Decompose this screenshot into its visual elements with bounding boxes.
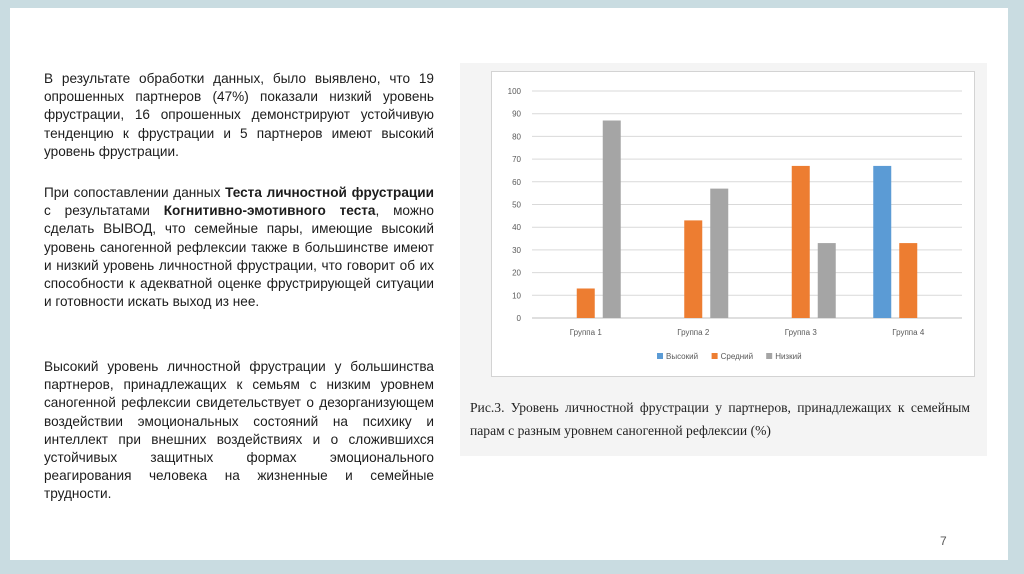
x-tick-label: Группа 2 <box>677 328 710 337</box>
conclusion-text-2: с результатами <box>44 203 164 219</box>
y-tick-label: 40 <box>512 223 521 233</box>
legend-swatch <box>657 353 663 359</box>
x-tick-label: Группа 3 <box>784 328 817 337</box>
legend-label: Высокий <box>666 352 699 361</box>
figure-caption: Рис.3. Уровень личностной фрустрации у партнеров, принадлежащих к семейным парам с разным уровнем саногенной рефлексии (%) <box>470 400 970 438</box>
paragraph-interpretation: Высокий уровень личностной фрустрации у большинства партнеров, принадлежащих к семьям с низким уровнем саногенной рефлексии свидетельствует о дезорганизующем воздействии эмоциональных состояний на психику и интеллект при внешних воздействиях и о сложившихся устойчивых защитных формах эмоционального реагирования человека на жизненные и семейные трудности. <box>44 359 434 502</box>
conclusion-text-3: , можно сделать ВЫВОД, что семейные пары, имеющие высокий уровень саногенной рефлексии также в большинстве имеют и низкий уровень личностной фрустрации, что говорит об их способности к адекватной оценке фрустрирующей ситуации и готовности искать выход из нее. <box>44 203 434 310</box>
bar-Средний <box>792 166 810 318</box>
chart-frame <box>491 71 975 377</box>
bar-Высокий <box>873 166 891 318</box>
y-tick-label: 0 <box>516 314 521 323</box>
bar-Средний <box>899 243 917 318</box>
y-tick-label: 70 <box>512 155 521 165</box>
legend-label: Низкий <box>775 352 802 361</box>
conclusion-bold-2: Когнитивно-эмотивного теста <box>163 203 376 219</box>
conclusion-text-1: При сопоставлении данных <box>44 185 226 200</box>
y-tick-label: 10 <box>512 291 521 301</box>
y-tick-label: 90 <box>512 109 521 119</box>
figure <box>460 63 987 456</box>
bar-Средний <box>577 288 595 318</box>
x-tick-label: Группа 4 <box>892 328 925 337</box>
conclusion-bold-1: Теста личностной фрустрации <box>225 185 434 200</box>
y-tick-label: 100 <box>507 87 521 96</box>
bar-Низкий <box>818 243 836 318</box>
bar-Низкий <box>710 189 728 318</box>
legend-swatch <box>712 353 718 359</box>
y-tick-label: 20 <box>512 268 521 278</box>
page-number: 7 <box>940 534 947 548</box>
bar-chart <box>492 72 974 376</box>
bar-Средний <box>684 220 702 318</box>
y-tick-label: 50 <box>512 200 521 210</box>
paragraph-results: В результате обработки данных, было выявлено, что 19 опрошенных партнеров (47%) показали низкий уровень фрустрации, 16 опрошенных демонстрируют устойчивую тенденцию к фрустрации и 5 партнеров имеют высокий уровень фрустрации. <box>44 71 434 159</box>
legend-label: Средний <box>720 352 754 361</box>
legend-swatch <box>766 353 772 359</box>
y-tick-label: 30 <box>512 245 521 255</box>
y-tick-label: 80 <box>512 132 521 142</box>
bar-Низкий <box>603 121 621 318</box>
slide <box>10 8 1008 560</box>
paragraph-conclusion <box>44 184 434 311</box>
x-tick-label: Группа 1 <box>569 328 602 337</box>
y-tick-label: 60 <box>512 177 521 187</box>
